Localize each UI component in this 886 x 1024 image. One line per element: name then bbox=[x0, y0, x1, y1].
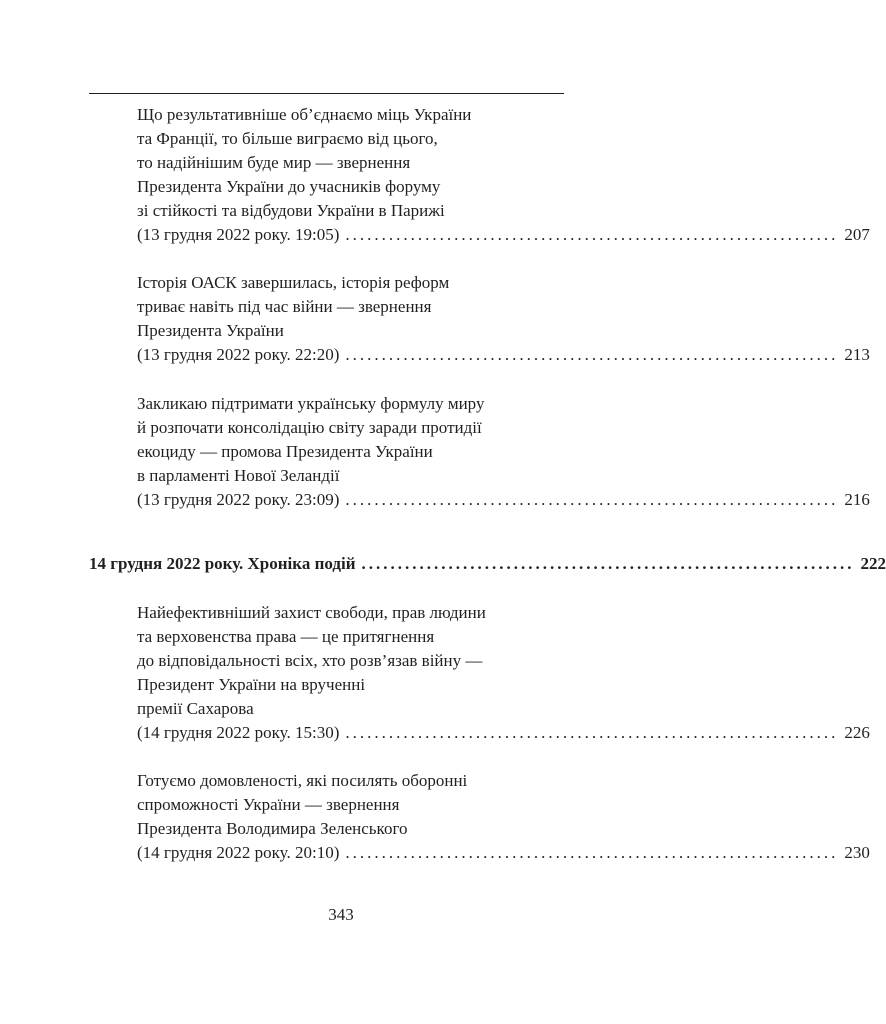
leader-dots: .................................................................... bbox=[345, 345, 839, 364]
leader-dots: .................................................................... bbox=[345, 723, 839, 742]
toc-entry bbox=[137, 601, 870, 745]
toc-entry-title-line: Президента України до учасників форуму bbox=[137, 177, 441, 196]
toc-entry-date-row bbox=[137, 488, 870, 512]
toc-entry-date: (14 грудня 2022 року. 15:30) bbox=[137, 723, 340, 742]
toc-entry-date: (14 грудня 2022 року. 20:10) bbox=[137, 843, 340, 862]
toc-entry bbox=[137, 769, 870, 865]
toc-entry-title-line: Президент України на врученні bbox=[137, 675, 366, 694]
top-rule bbox=[89, 93, 564, 94]
toc-entry-page: 213 bbox=[844, 345, 870, 364]
toc-entry-date-row bbox=[137, 721, 870, 745]
toc-entry-date: (13 грудня 2022 року. 23:09) bbox=[137, 490, 340, 509]
toc-entry-page: 207 bbox=[844, 225, 870, 244]
toc-chapter-page: 222 bbox=[860, 554, 886, 573]
toc-entry-title-line: та Франції, то більше виграємо від цього, bbox=[137, 129, 438, 148]
toc-entry-title-line: Що результативніше об’єднаємо міць України bbox=[137, 105, 472, 124]
toc-entry-title-line: Закликаю підтримати українську формулу миру bbox=[137, 394, 485, 413]
toc-entry-title-line: Готуємо домовленості, які посилять оборонні bbox=[137, 771, 468, 790]
toc-chapter-heading bbox=[89, 552, 886, 576]
toc-entry-title-line: то надійнішим буде мир — звернення bbox=[137, 153, 411, 172]
leader-dots: .................................................................... bbox=[345, 225, 839, 244]
toc-entry-date-row bbox=[137, 841, 870, 865]
toc-entry-date: (13 грудня 2022 року. 22:20) bbox=[137, 345, 340, 364]
toc-entry-title-line: спроможності України — звернення bbox=[137, 795, 400, 814]
toc-entry-title-line: Найефективніший захист свободи, прав людини bbox=[137, 603, 486, 622]
toc-entry-title-line: Історія ОАСК завершилась, історія реформ bbox=[137, 273, 450, 292]
toc-entry-page: 230 bbox=[844, 843, 870, 862]
leader-dots: .................................................................... bbox=[361, 554, 855, 573]
leader-dots: .................................................................... bbox=[345, 843, 839, 862]
toc-entry-title-line: до відповідальності всіх, хто розв’язав війну — bbox=[137, 651, 483, 670]
toc-entry-title-line: й розпочати консолідацію світу заради протидії bbox=[137, 418, 482, 437]
toc-entry-page: 216 bbox=[844, 490, 870, 509]
toc-entry-title-line: Президента Володимира Зеленського bbox=[137, 819, 408, 838]
toc-entry-title-line: триває навіть під час війни — звернення bbox=[137, 297, 432, 316]
toc-entry bbox=[137, 103, 870, 247]
toc-entry-date: (13 грудня 2022 року. 19:05) bbox=[137, 225, 340, 244]
toc-entry-title-line: екоциду — промова Президента України bbox=[137, 442, 433, 461]
toc-entry-title-line: Президента України bbox=[137, 321, 284, 340]
toc-entry-title-line: та верховенства права — це притягнення bbox=[137, 627, 435, 646]
page-number: 343 bbox=[328, 905, 354, 924]
toc-entry-date-row bbox=[137, 223, 870, 247]
toc-chapter-title: 14 грудня 2022 року. Хроніка подій bbox=[89, 554, 356, 573]
toc-entry-title-line: зі стійкості та відбудови України в Парижі bbox=[137, 201, 445, 220]
toc-entry-page: 226 bbox=[844, 723, 870, 742]
toc-entry-title-line: в парламенті Нової Зеландії bbox=[137, 466, 340, 485]
toc-entry bbox=[137, 392, 870, 512]
toc-entry-date-row bbox=[137, 343, 870, 367]
toc-entry bbox=[137, 271, 870, 367]
leader-dots: .................................................................... bbox=[345, 490, 839, 509]
toc-entry-title-line: премії Сахарова bbox=[137, 699, 254, 718]
